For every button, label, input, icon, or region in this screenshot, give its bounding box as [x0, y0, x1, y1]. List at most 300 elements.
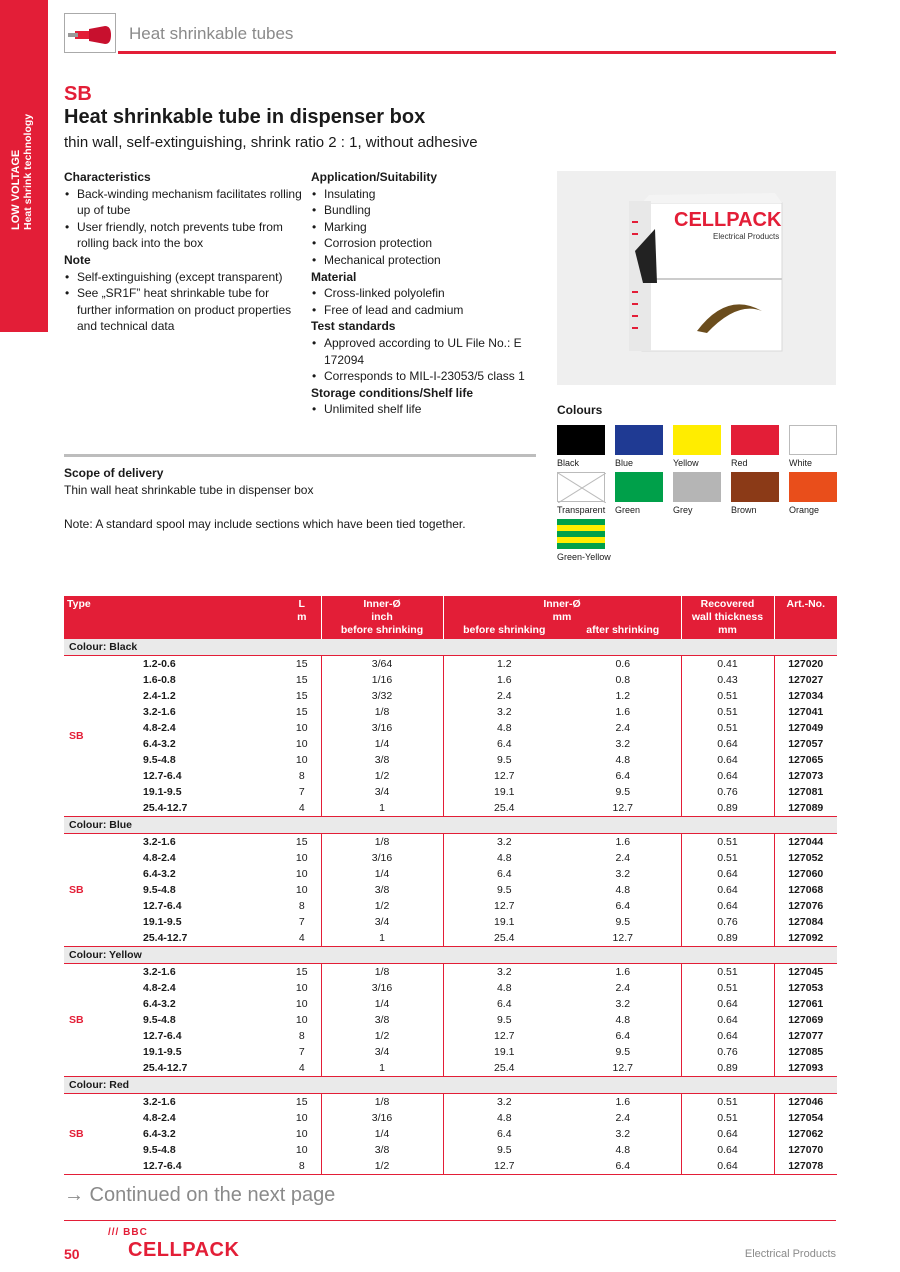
logo-top: /// BBC [108, 1227, 148, 1238]
swatch-orange [789, 472, 837, 502]
table-cell: 0.64 [681, 898, 774, 914]
bullet-list [311, 186, 551, 269]
type-cell: SB [64, 834, 133, 947]
table-cell: 3.2 [443, 1094, 565, 1111]
swatch-label: Red [731, 458, 748, 468]
table-cell: 1/2 [321, 1158, 443, 1175]
table-cell: 3/8 [321, 882, 443, 898]
table-cell: 1 [321, 930, 443, 947]
photo-brand: CELLPACK [674, 209, 782, 231]
table-cell: 0.76 [681, 914, 774, 930]
application-column [311, 169, 551, 418]
table-row [64, 1044, 837, 1060]
table-row [64, 656, 837, 673]
table-cell: 9.5 [615, 786, 631, 798]
table-cell: 3.2-1.6 [143, 1096, 176, 1108]
table-cell: 6.4 [443, 1126, 565, 1142]
table-cell: 1/8 [321, 834, 443, 851]
product-photo [557, 171, 836, 385]
group-label: Colour: Red [64, 1077, 837, 1094]
table-cell: 4 [283, 930, 321, 947]
table-cell: 127062 [774, 1126, 837, 1142]
table-cell: 8 [298, 1030, 305, 1042]
table-cell: 2.4-1.2 [143, 690, 176, 702]
bullet-list [311, 335, 551, 385]
table-cell: 1 [321, 1060, 443, 1077]
bullet-item: • Bundling [311, 202, 551, 219]
table-cell: 1/8 [321, 1094, 443, 1111]
bullet-list [311, 401, 551, 418]
table-cell: 127089 [774, 800, 837, 817]
table-row [64, 882, 837, 898]
table-cell: 127060 [774, 866, 837, 882]
table-cell: 127020 [774, 656, 837, 673]
table-cell: 25.4 [443, 800, 565, 817]
table-cell: 0.6 [615, 658, 631, 670]
swatch-grey [673, 472, 721, 502]
table-cell: 1/4 [321, 736, 443, 752]
table-cell: 1.6 [443, 672, 565, 688]
table-cell: 12.7-6.4 [133, 1158, 283, 1175]
table-cell: 6.4-3.2 [143, 738, 176, 750]
table-cell: 1.6 [615, 706, 631, 718]
table-cell: 12.7 [565, 800, 681, 817]
table-cell: 0.64 [681, 1012, 774, 1028]
table-cell: 25.4-12.7 [133, 930, 283, 947]
table-cell: 9.5 [443, 882, 565, 898]
table-cell: 1.2 [443, 656, 565, 673]
table-cell: 9.5 [443, 1142, 565, 1158]
table-cell: 19.1-9.5 [143, 1046, 182, 1058]
table-cell: 7 [298, 1046, 305, 1058]
table-cell: 3/16 [321, 1110, 443, 1126]
table-cell: 4.8-2.4 [143, 1112, 176, 1124]
table-cell: 0.51 [681, 1094, 774, 1111]
section-heading: Application/Suitability [311, 170, 438, 184]
table-cell: 127076 [774, 898, 837, 914]
table-row [64, 688, 837, 704]
table-cell: 1/2 [321, 898, 443, 914]
swatch-transparent [557, 472, 605, 502]
table-cell: 127052 [774, 850, 837, 866]
swatch-label: Blue [615, 458, 634, 468]
table-cell: 4.8 [615, 1144, 631, 1156]
col-art: Art.-No. [774, 596, 837, 639]
swatch-brown [731, 472, 779, 502]
table-cell: 3.2-1.6 [143, 966, 176, 978]
table-cell: 12.7 [565, 930, 681, 947]
table-cell: 4.8-2.4 [143, 852, 176, 864]
table-cell: 12.7 [443, 1028, 565, 1044]
table-row [64, 930, 837, 947]
table-cell: 9.5 [615, 1046, 631, 1058]
table-row [64, 720, 837, 736]
swatch-label: White [789, 458, 813, 468]
table-cell: 4 [283, 1060, 321, 1077]
bullet-item: • See „SR1F” heat shrinkable tube for further information on product properties and technical data [64, 285, 304, 335]
table-cell: 1.6 [615, 836, 631, 848]
table-cell: 4.8 [443, 980, 565, 996]
table-cell: 127049 [774, 720, 837, 736]
bullet-list [64, 269, 304, 335]
table-cell: 127034 [774, 688, 837, 704]
table-cell: 1/8 [321, 704, 443, 720]
table-row [64, 1142, 837, 1158]
table-cell: 1 [321, 800, 443, 817]
swatch-yellow [673, 425, 721, 455]
table-cell: 19.1 [443, 784, 565, 800]
bullet-item: • Unlimited shelf life [311, 401, 551, 418]
type-cell: SB [64, 1094, 133, 1175]
table-cell: 0.41 [681, 656, 774, 673]
table-cell: 127078 [774, 1158, 837, 1175]
table-cell: 19.1 [443, 1044, 565, 1060]
table-cell: 10 [295, 1128, 308, 1140]
table-row [64, 1060, 837, 1077]
table-cell: 0.64 [681, 996, 774, 1012]
table-row [64, 1094, 837, 1111]
table-cell: 127077 [774, 1028, 837, 1044]
swatch-blue [615, 425, 663, 455]
table-cell: 1/2 [321, 768, 443, 784]
table-cell: 3.2 [443, 964, 565, 981]
table-cell: 3/4 [321, 784, 443, 800]
table-cell: 127070 [774, 1142, 837, 1158]
group-row [64, 1077, 837, 1094]
table-cell: 7 [298, 786, 305, 798]
table-cell: 3/64 [321, 656, 443, 673]
swatch-black [557, 425, 605, 455]
table-cell: 12.7-6.4 [143, 900, 182, 912]
table-cell: 0.51 [681, 720, 774, 736]
table-cell: 127093 [774, 1060, 837, 1077]
product-title: Heat shrinkable tube in dispenser box [64, 106, 426, 128]
table-cell: 9.5-4.8 [143, 884, 176, 896]
table-cell: 1/16 [321, 672, 443, 688]
table-cell: 1.6 [615, 966, 631, 978]
table-cell: 12.7 [443, 1158, 565, 1175]
swatch-label: Black [557, 458, 580, 468]
group-row [64, 639, 837, 656]
bullet-item: • Corrosion protection [311, 235, 551, 252]
table-cell: 12.7 [565, 1060, 681, 1077]
section-heading: Characteristics [64, 170, 151, 184]
table-cell: 3/16 [321, 980, 443, 996]
table-cell: 3/4 [321, 1044, 443, 1060]
table-cell: 127057 [774, 736, 837, 752]
table-cell: 1/8 [321, 964, 443, 981]
footer-right: Electrical Products [744, 1248, 836, 1260]
table-cell: 10 [295, 868, 308, 880]
product-code: SB [64, 83, 92, 105]
table-cell: 0.8 [615, 674, 631, 686]
table-cell: 12.7-6.4 [143, 1030, 182, 1042]
table-row [64, 1012, 837, 1028]
swatch-label: Yellow [673, 458, 699, 468]
table-cell: 0.51 [681, 964, 774, 981]
table-cell: 0.51 [681, 850, 774, 866]
characteristics-column [64, 169, 304, 335]
table-cell: 0.64 [681, 1028, 774, 1044]
swatch-label: Green-Yellow [557, 552, 611, 562]
table-cell: 10 [295, 1014, 308, 1026]
table-cell: 2.4 [615, 722, 631, 734]
product-subtitle: thin wall, self-extinguishing, shrink ratio 2 : 1, without adhesive [64, 134, 478, 151]
table-row [64, 800, 837, 817]
table-cell: 3.2-1.6 [143, 836, 176, 848]
col-inner-mm: Inner-Ø mm [443, 596, 681, 624]
group-label: Colour: Yellow [64, 947, 837, 964]
table-row [64, 736, 837, 752]
table-cell: 1.6 [615, 1096, 631, 1108]
table-cell: 12.7 [443, 898, 565, 914]
table-cell: 6.4 [615, 900, 631, 912]
table-cell: 6.4 [443, 736, 565, 752]
table-cell: 10 [295, 754, 308, 766]
bullet-item: • Approved according to UL File No.: E 172094 [311, 335, 551, 368]
table-cell: 3.2 [615, 868, 631, 880]
table-row [64, 752, 837, 768]
table-cell: 6.4-3.2 [143, 868, 176, 880]
col-inner-inch: Inner-Ø inch before shrinking [321, 596, 443, 639]
table-cell: 6.4 [615, 1030, 631, 1042]
table-cell: 0.64 [681, 1126, 774, 1142]
table-cell: 0.89 [681, 930, 774, 947]
bullet-item: • User friendly, notch prevents tube from rolling back into the box [64, 219, 304, 252]
table-cell: 4.8-2.4 [143, 982, 176, 994]
table-cell: 3/4 [321, 914, 443, 930]
table-cell: 0.64 [681, 1142, 774, 1158]
table-cell: 1.2 [615, 690, 631, 702]
col-after: after shrinking [565, 624, 681, 639]
table-cell: 1/4 [321, 866, 443, 882]
table-cell: 9.5 [615, 916, 631, 928]
swatch-red [731, 425, 779, 455]
table-cell: 25.4 [443, 930, 565, 947]
table-cell: 1/4 [321, 1126, 443, 1142]
table-row [64, 1126, 837, 1142]
col-length: L m [283, 596, 321, 639]
table-cell: 0.51 [681, 1110, 774, 1126]
table-cell: 1/4 [321, 996, 443, 1012]
scope-text: Thin wall heat shrinkable tube in dispenser box [64, 483, 314, 497]
scope-of-delivery [64, 465, 534, 533]
product-table [64, 596, 837, 1175]
table-cell: 3.2 [443, 834, 565, 851]
table-row [64, 1110, 837, 1126]
table-cell: 4.8 [615, 754, 631, 766]
swatch-label: Orange [789, 505, 820, 515]
table-row [64, 1158, 837, 1175]
col-before: before shrinking [443, 624, 565, 639]
table-cell: 15 [295, 966, 308, 978]
table-cell: 15 [295, 836, 308, 848]
table-cell: 127085 [774, 1044, 837, 1060]
table-cell: 6.4-3.2 [143, 1128, 176, 1140]
table-cell: 127061 [774, 996, 837, 1012]
table-cell: 10 [295, 852, 308, 864]
table-row [64, 672, 837, 688]
table-cell: 0.64 [681, 1158, 774, 1175]
table-cell: 3/8 [321, 1142, 443, 1158]
table-cell: 9.5 [443, 1012, 565, 1028]
table-cell: 3.2 [615, 738, 631, 750]
table-cell: 127053 [774, 980, 837, 996]
table-row [64, 834, 837, 851]
table-cell: 25.4-12.7 [133, 1060, 283, 1077]
table-cell: 10 [295, 1112, 308, 1124]
table-cell: 3/8 [321, 752, 443, 768]
section-title: Heat shrinkable tubes [129, 24, 294, 43]
table-cell: 6.4 [615, 770, 631, 782]
footer-rule [64, 1220, 836, 1221]
table-cell: 4.8 [443, 1110, 565, 1126]
table-cell: 12.7 [443, 768, 565, 784]
bullet-list [311, 285, 551, 318]
scope-note: Note: A standard spool may include sections which have been tied together. [64, 517, 466, 531]
table-cell: 10 [295, 1144, 308, 1156]
side-tab-line2: Heat shrink technology [22, 113, 34, 230]
table-cell: 10 [295, 998, 308, 1010]
table-row [64, 866, 837, 882]
table-cell: 10 [295, 982, 308, 994]
table-cell: 2.4 [615, 852, 631, 864]
table-cell: 6.4 [565, 1158, 681, 1175]
table-cell: 0.89 [681, 1060, 774, 1077]
swatch-label: Green [615, 505, 641, 515]
table-cell: 127073 [774, 768, 837, 784]
table-cell: 0.51 [681, 980, 774, 996]
col-wall: Recovered wall thickness mm [681, 596, 774, 639]
photo-sub: Electrical Products [713, 232, 780, 241]
table-cell: 3.2 [615, 998, 631, 1010]
table-cell: 25.4-12.7 [133, 800, 283, 817]
swatch-label: Brown [731, 505, 757, 515]
table-cell: 0.51 [681, 834, 774, 851]
table-cell: 6.4-3.2 [143, 998, 176, 1010]
table-cell: 3.2 [443, 704, 565, 720]
table-row [64, 704, 837, 720]
table-cell: 6.4 [443, 996, 565, 1012]
bullet-item: • Insulating [311, 186, 551, 203]
table-cell: 9.5-4.8 [143, 1144, 176, 1156]
table-cell: 0.64 [681, 736, 774, 752]
table-row [64, 964, 837, 981]
table-cell: 4.8-2.4 [143, 722, 176, 734]
group-row [64, 947, 837, 964]
table-cell: 4.8 [615, 1014, 631, 1026]
side-tab-text [10, 110, 34, 230]
table-cell: 127027 [774, 672, 837, 688]
table-row [64, 784, 837, 800]
table-cell: 3/16 [321, 720, 443, 736]
continued-note: → Continued on the next page [64, 1184, 336, 1206]
table-cell: 3/8 [321, 1012, 443, 1028]
table-cell: 8 [298, 770, 305, 782]
table-cell: 127045 [774, 964, 837, 981]
side-tab [0, 0, 48, 332]
bullet-item: • Back-winding mechanism facilitates rolling up of tube [64, 186, 304, 219]
table-cell: 3.2-1.6 [143, 706, 176, 718]
table-cell: 127092 [774, 930, 837, 947]
table-cell: 0.64 [681, 752, 774, 768]
table-cell: 15 [295, 674, 308, 686]
table-cell: 0.64 [681, 882, 774, 898]
table-cell: 127084 [774, 914, 837, 930]
table-cell: 4 [283, 800, 321, 817]
bullet-list [64, 186, 304, 252]
table-cell: 0.51 [681, 688, 774, 704]
table-cell: 1.6-0.8 [143, 674, 176, 686]
table-cell: 127068 [774, 882, 837, 898]
table-cell: 12.7-6.4 [143, 770, 182, 782]
table-cell: 2.4 [443, 688, 565, 704]
table-cell: 0.76 [681, 784, 774, 800]
tube-icon [64, 13, 116, 53]
col-type: Type [64, 596, 283, 639]
swatch-white [789, 425, 837, 455]
table-cell: 19.1-9.5 [143, 786, 182, 798]
swatch-label: Grey [673, 505, 693, 515]
table-cell: 4.8 [615, 884, 631, 896]
side-tab-line1: LOW VOLTAGE [10, 149, 22, 230]
table-row [64, 768, 837, 784]
table-cell: 4.8 [443, 850, 565, 866]
table-cell: 127081 [774, 784, 837, 800]
table-cell: 0.51 [681, 704, 774, 720]
table-cell: 4.8 [443, 720, 565, 736]
section-heading: Material [311, 269, 357, 284]
table-cell: 8 [283, 1158, 321, 1175]
section-heading: Note [64, 252, 91, 267]
table-cell: 3.2 [615, 1128, 631, 1140]
table-cell: 1.2-0.6 [143, 658, 176, 670]
table-cell: 0.76 [681, 1044, 774, 1060]
table-row [64, 914, 837, 930]
table-cell: 9.5-4.8 [143, 1014, 176, 1026]
table-cell: 127069 [774, 1012, 837, 1028]
table-cell: 8 [298, 900, 305, 912]
section-heading: Storage conditions/Shelf life [311, 385, 474, 400]
type-cell: SB [64, 656, 133, 817]
table-cell: 127046 [774, 1094, 837, 1111]
table-cell: 127065 [774, 752, 837, 768]
table-cell: 15 [295, 658, 308, 670]
section-heading: Test standards [311, 319, 396, 334]
page-number: 50 [64, 1246, 80, 1262]
table-cell: 9.5-4.8 [143, 754, 176, 766]
type-cell: SB [64, 964, 133, 1077]
swatch-green [615, 472, 663, 502]
colours-heading: Colours [557, 403, 603, 417]
table-cell: 127041 [774, 704, 837, 720]
table-cell: 0.89 [681, 800, 774, 817]
divider [64, 454, 536, 457]
group-row [64, 817, 837, 834]
table-cell: 2.4 [615, 1112, 631, 1124]
table-cell: 0.64 [681, 866, 774, 882]
bullet-item: • Free of lead and cadmium [311, 302, 551, 319]
bullet-item: • Cross-linked polyolefin [311, 285, 551, 302]
cellpack-logo: CELLPACK [128, 1239, 240, 1261]
table-cell: 6.4 [443, 866, 565, 882]
table-cell: 1/2 [321, 1028, 443, 1044]
table-row [64, 1028, 837, 1044]
table-cell: 19.1 [443, 914, 565, 930]
table-cell: 25.4 [443, 1060, 565, 1077]
table-cell: 127044 [774, 834, 837, 851]
table-row [64, 980, 837, 996]
